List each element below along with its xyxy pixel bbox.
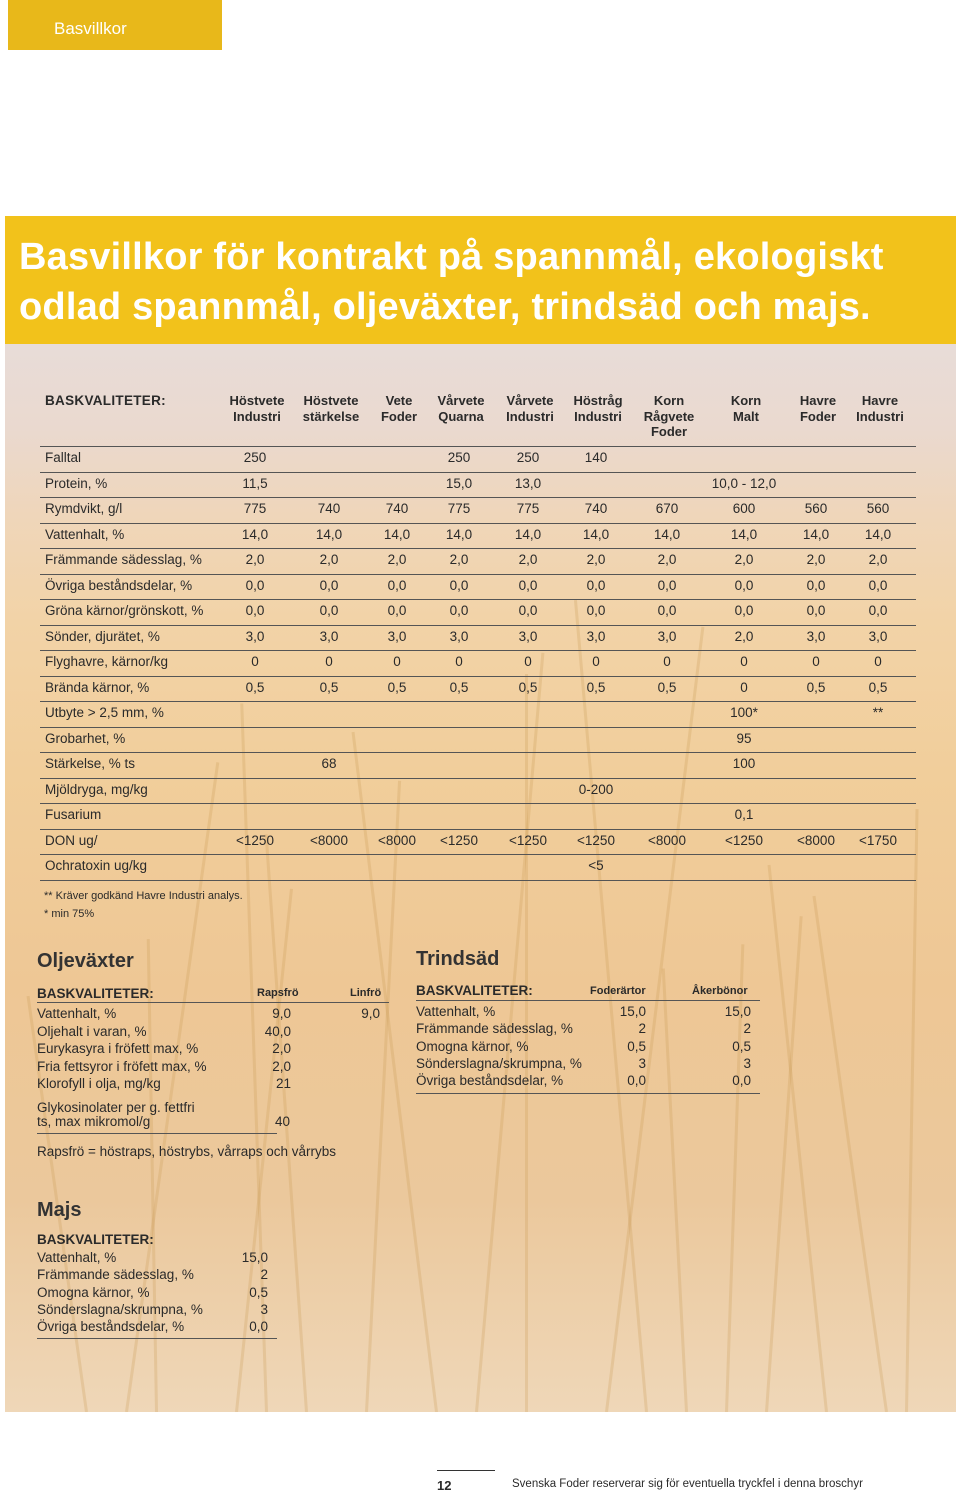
table-cell: 0,0: [245, 577, 265, 593]
trindsad-row-value-2: 2: [743, 1021, 751, 1037]
table-cell: 0,5: [868, 679, 888, 695]
oljevaxter-row-value: 40,0: [264, 1023, 291, 1039]
column-header: Korn Malt: [730, 393, 762, 424]
trindsad-row-value: 0,0: [627, 1073, 646, 1089]
table-cell: 14,0: [315, 526, 343, 542]
table-cell: 3,0: [449, 628, 469, 644]
majs-title: Majs: [37, 1199, 82, 1221]
title-banner: [5, 216, 956, 344]
table-cell: 0,5: [806, 679, 826, 695]
oljevaxter-row-label: Vattenhalt, %: [37, 1006, 117, 1021]
row-divider: [40, 676, 916, 677]
table-header-label: BASKVALITETER:: [45, 393, 166, 408]
table-cell: 3,0: [657, 628, 677, 644]
table-cell: 0,0: [319, 577, 339, 593]
row-label: Fusarium: [45, 807, 102, 822]
table-cell: 0: [812, 654, 820, 669]
row-divider: [40, 778, 916, 779]
row-label: Övriga beståndsdelar, %: [45, 577, 193, 593]
majs-bottom-line: [37, 1338, 277, 1339]
wheat-stalk: [813, 896, 888, 1412]
table-cell: 0,0: [586, 577, 606, 593]
row-label: Flyghavre, kärnor/kg: [45, 654, 169, 669]
oljevaxter-row-value: 2,0: [272, 1058, 291, 1074]
trindsad-col-foderartor: Foderärtor: [590, 985, 646, 997]
table-cell: <8000: [310, 832, 348, 848]
table-cell: 14,0: [802, 526, 830, 542]
table-cell: 0,5: [387, 679, 407, 695]
footer-line: [437, 1470, 495, 1471]
table-cell: 740: [385, 501, 409, 516]
trindsad-row-label: Övriga beståndsdelar, %: [416, 1073, 564, 1089]
table-cell: <1250: [440, 832, 478, 848]
table-cell: 0: [524, 654, 532, 669]
table-cell: 0,5: [586, 679, 606, 695]
wheat-stalk: [765, 916, 803, 1412]
table-cell: 0-200: [578, 781, 614, 797]
table-cell: 0: [663, 654, 671, 669]
table-cell: 2,0: [387, 552, 407, 567]
row-label: DON ug/: [45, 832, 98, 848]
majs-row-value: 0,0: [249, 1319, 268, 1335]
wheat-stalk: [147, 939, 158, 1412]
table-cell: 3,0: [387, 628, 407, 644]
table-cell: <1750: [859, 832, 897, 848]
table-cell: 14,0: [730, 526, 758, 542]
row-divider: [40, 472, 916, 473]
row-label: Grobarhet, %: [45, 730, 126, 746]
trindsad-row-value: 0,5: [627, 1038, 646, 1054]
table-cell: 2,0: [245, 552, 265, 567]
table-cell: 15,0: [445, 475, 473, 491]
table-cell: 0: [592, 654, 600, 669]
trindsad-row-label: Omogna kärnor, %: [416, 1038, 529, 1054]
trindsad-row-value: 3: [638, 1055, 646, 1071]
table-cell: 740: [584, 501, 608, 516]
table-cell: 250: [447, 450, 471, 465]
oljevaxter-bottom-line: [37, 1133, 277, 1134]
table-cell: **: [872, 705, 884, 720]
majs-label: BASKVALITETER:: [37, 1232, 154, 1247]
majs-row-label: Omogna kärnor, %: [37, 1284, 150, 1300]
majs-row-value: 0,5: [249, 1284, 268, 1300]
oljevaxter-col-linfro: Linfrö: [350, 987, 382, 999]
oljevaxter-row-value: 9,0: [272, 1006, 291, 1021]
column-header: Havre Industri: [856, 393, 904, 424]
oljevaxter-row-label: Eurykasyra i fröfett max, %: [37, 1041, 199, 1056]
table-cell: 0,5: [518, 679, 538, 695]
section-tab: Basvillkor: [8, 0, 222, 50]
table-cell: 0: [251, 654, 259, 669]
note-havre: ** Kräver godkänd Havre Industri analys.: [44, 890, 243, 902]
table-cell: 14,0: [582, 526, 610, 542]
table-cell: <5: [588, 858, 604, 873]
row-divider: [40, 446, 916, 447]
table-cell: 0: [740, 679, 748, 695]
footer-text: Svenska Foder reserverar sig för eventuella tryckfel i denna broschyr: [512, 1478, 863, 1490]
table-cell: 0,0: [586, 603, 606, 618]
table-cell: 0,5: [449, 679, 469, 695]
majs-row-label: Sönderslagna/skrumpna, %: [37, 1301, 203, 1317]
table-header: [40, 388, 916, 448]
row-label: Stärkelse, % ts: [45, 756, 136, 771]
table-cell: 0,0: [387, 577, 407, 593]
majs-row-value: 2: [260, 1267, 268, 1283]
table-cell: 0,0: [518, 577, 538, 593]
column-header: Höstvete Industri: [229, 393, 285, 424]
row-label: Gröna kärnor/grönskott, %: [45, 603, 204, 618]
row-divider: [40, 599, 916, 600]
table-cell: 14,0: [864, 526, 892, 542]
table-bottom-line: [40, 880, 916, 881]
table-cell: 3,0: [806, 628, 826, 644]
row-divider: [40, 803, 916, 804]
table-cell: 0,0: [806, 603, 826, 618]
table-cell: 14,0: [653, 526, 681, 542]
row-divider: [40, 752, 916, 753]
column-header: Havre Foder: [799, 393, 837, 424]
row-divider: [40, 574, 916, 575]
table-cell: 140: [584, 450, 608, 465]
table-cell: 2,0: [657, 552, 677, 567]
table-cell: 0,0: [449, 577, 469, 593]
row-divider: [40, 727, 916, 728]
table-cell: 0,0: [518, 603, 538, 618]
table-cell: 2,0: [734, 628, 754, 644]
row-divider: [40, 854, 916, 855]
table-cell: 0,0: [319, 603, 339, 618]
wheat-stalk: [662, 969, 688, 1412]
table-cell: 3,0: [586, 628, 606, 644]
table-cell: 0,0: [868, 603, 888, 618]
table-cell: <1250: [577, 832, 615, 848]
table-cell: 0,0: [657, 603, 677, 618]
column-header: Korn Rågvete Foder: [643, 393, 695, 439]
table-cell: 0,5: [657, 679, 677, 695]
majs-row-value: 15,0: [241, 1250, 268, 1265]
table-cell: 2,0: [319, 552, 339, 567]
table-cell: 740: [317, 501, 341, 516]
majs-row-label: Främmande sädesslag, %: [37, 1267, 194, 1283]
table-cell: 68: [321, 756, 337, 771]
table-cell: 0,0: [387, 603, 407, 618]
oljevaxter-header-line: [37, 1002, 389, 1003]
column-header: Höstråg Industri: [573, 393, 623, 424]
majs-row-label: Övriga beståndsdelar, %: [37, 1319, 185, 1335]
trindsad-row-label: Främmande sädesslag, %: [416, 1021, 573, 1037]
oljevaxter-row-value: 21: [275, 1076, 291, 1091]
trindsad-title: Trindsäd: [416, 948, 500, 970]
table-cell: 0: [874, 654, 882, 669]
table-cell: <1250: [725, 832, 763, 848]
table-cell: 0,5: [245, 679, 265, 695]
table-cell: 0: [455, 654, 463, 669]
table-cell: 0,0: [449, 603, 469, 618]
table-cell: 560: [804, 501, 828, 516]
table-cell: 3,0: [245, 628, 265, 644]
table-cell: 0,5: [319, 679, 339, 695]
oljevaxter-col-rapsfro: Rapsfrö: [257, 987, 299, 999]
table-cell: 775: [516, 501, 540, 516]
oljevaxter-footnote: Rapsfrö = höstraps, höstrybs, vårraps och vårrybs: [37, 1144, 336, 1159]
oljevaxter-gluco-line1: Glykosinolater per g. fettfri: [37, 1100, 195, 1115]
oljevaxter-row-label: Klorofyll i olja, mg/kg: [37, 1076, 161, 1091]
table-cell: 14,0: [241, 526, 269, 542]
table-cell: 2,0: [449, 552, 469, 567]
table-cell: <1250: [236, 832, 274, 848]
oljevaxter-title: Oljeväxter: [37, 950, 134, 972]
table-cell: 670: [655, 501, 679, 516]
trindsad-row-value-2: 0,0: [732, 1073, 751, 1089]
table-cell: <8000: [797, 832, 835, 848]
table-cell: 2,0: [734, 552, 754, 567]
row-label: Rymdvikt, g/l: [45, 501, 123, 516]
row-label: Brända kärnor, %: [45, 679, 150, 695]
table-cell: 3,0: [319, 628, 339, 644]
table-cell: 14,0: [383, 526, 411, 542]
table-cell: 775: [447, 501, 471, 516]
trindsad-row-value: 2: [638, 1021, 646, 1037]
majs-row-label: Vattenhalt, %: [37, 1250, 117, 1265]
trindsad-row-label: Vattenhalt, %: [416, 1004, 496, 1019]
row-divider: [40, 701, 916, 702]
row-label: Protein, %: [45, 475, 108, 491]
note-min: * min 75%: [44, 908, 95, 920]
table-cell: 2,0: [518, 552, 538, 567]
table-cell: 0: [325, 654, 333, 669]
table-cell: 2,0: [586, 552, 606, 567]
table-cell: 775: [243, 501, 267, 516]
oljevaxter-label: BASKVALITETER:: [37, 986, 154, 1001]
table-cell: 0,0: [868, 577, 888, 593]
row-label: Falltal: [45, 450, 82, 465]
oljevaxter-row-value: 2,0: [272, 1041, 291, 1056]
table-cell: 0: [393, 654, 401, 669]
row-label: Utbyte > 2,5 mm, %: [45, 705, 164, 720]
table-cell: 10,0 - 12,0: [711, 475, 777, 491]
table-cell: 0,0: [806, 577, 826, 593]
table-cell: 14,0: [514, 526, 542, 542]
table-cell: 0,0: [245, 603, 265, 618]
oljevaxter-gluco-line2: ts, max mikromol/g: [37, 1114, 151, 1129]
row-divider: [40, 497, 916, 498]
oljevaxter-gluco-value: 40: [274, 1114, 290, 1129]
column-header: Vårvete Industri: [506, 393, 554, 424]
table-cell: 11,5: [242, 475, 268, 491]
table-cell: 0,0: [734, 577, 754, 593]
table-cell: 0,1: [734, 807, 754, 822]
trindsad-row-value-2: 3: [743, 1055, 751, 1071]
table-cell: 100: [732, 756, 756, 771]
trindsad-row-value: 15,0: [619, 1004, 646, 1019]
row-divider: [40, 523, 916, 524]
column-header: Höstvete stärkelse: [302, 393, 360, 424]
wheat-stalk: [905, 809, 919, 1412]
row-divider: [40, 829, 916, 830]
table-cell: 0,0: [657, 577, 677, 593]
table-cell: 250: [243, 450, 267, 465]
table-cell: 2,0: [868, 552, 888, 567]
row-divider: [40, 548, 916, 549]
table-cell: 13,0: [514, 475, 542, 491]
table-cell: 3,0: [518, 628, 538, 644]
table-cell: 600: [732, 501, 756, 516]
column-header: Vårvete Quarna: [437, 393, 485, 424]
row-label: Ochratoxin ug/kg: [45, 858, 148, 873]
majs-row-value: 3: [260, 1301, 268, 1317]
trindsad-row-value-2: 0,5: [732, 1038, 751, 1054]
table-cell: 95: [736, 730, 752, 746]
table-cell: <1250: [509, 832, 547, 848]
oljevaxter-row-label: Fria fettsyror i fröfett max, %: [37, 1058, 207, 1074]
trindsad-col-akerbonor: Åkerbönor: [692, 985, 748, 997]
row-divider: [40, 650, 916, 651]
oljevaxter-row-label: Oljehalt i varan, %: [37, 1023, 147, 1039]
trindsad-row-label: Sönderslagna/skrumpna, %: [416, 1055, 582, 1071]
table-cell: 0: [740, 654, 748, 669]
oljevaxter-row-value-2: 9,0: [361, 1006, 380, 1021]
column-header: Vete Foder: [380, 393, 418, 424]
table-cell: 100*: [730, 705, 758, 720]
row-label: Mjöldryga, mg/kg: [45, 781, 148, 797]
page-number: 12: [437, 1478, 452, 1493]
table-cell: 3,0: [868, 628, 888, 644]
table-cell: 250: [516, 450, 540, 465]
table-cell: <8000: [648, 832, 686, 848]
page-title: Basvillkor för kontrakt på spannmål, ekologiskt odlad spannmål, oljeväxter, trindsäd och majs.: [19, 236, 884, 328]
trindsad-header-line: [416, 1000, 760, 1001]
trindsad-bottom-line: [416, 1093, 760, 1094]
trindsad-row-value-2: 15,0: [724, 1004, 751, 1019]
table-cell: 560: [866, 501, 890, 516]
row-label: Sönder, djurätet, %: [45, 628, 160, 644]
table-cell: 14,0: [445, 526, 473, 542]
table-cell: 0,0: [734, 603, 754, 618]
row-divider: [40, 625, 916, 626]
row-label: Vattenhalt, %: [45, 526, 125, 542]
table-cell: 2,0: [806, 552, 826, 567]
row-label: Främmande sädesslag, %: [45, 552, 202, 567]
table-cell: <8000: [378, 832, 416, 848]
trindsad-label: BASKVALITETER:: [416, 983, 533, 998]
